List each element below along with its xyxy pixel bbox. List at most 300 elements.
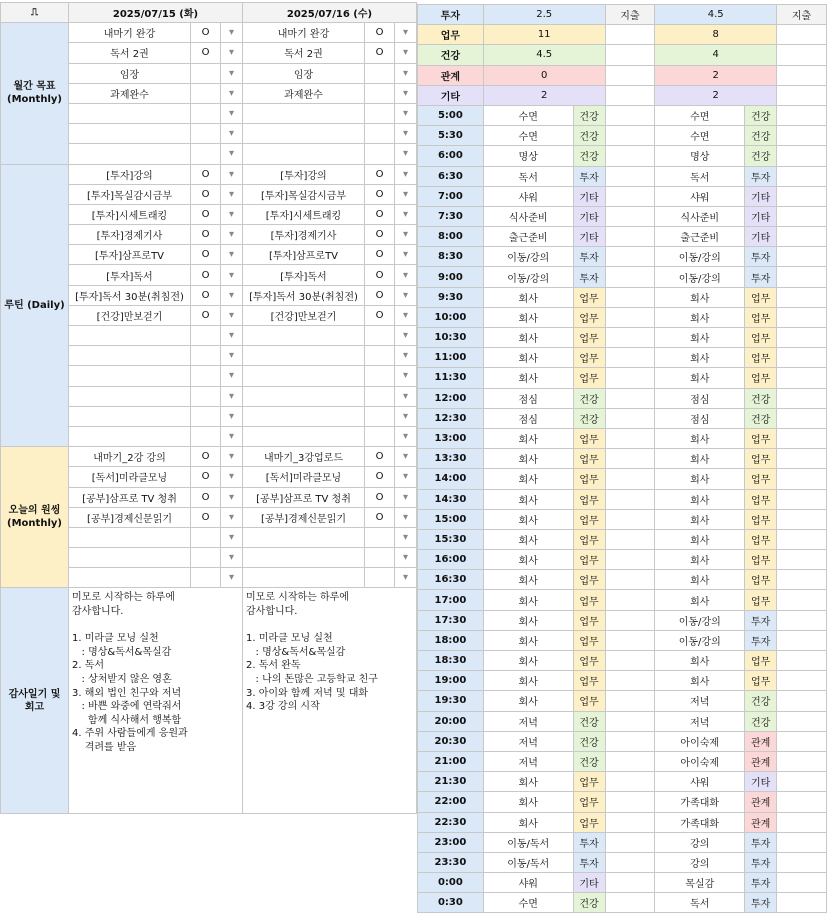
task-cell[interactable] bbox=[69, 386, 191, 406]
activity-cell[interactable]: 수면 bbox=[655, 126, 745, 146]
activity-cell[interactable]: 점심 bbox=[655, 408, 745, 428]
activity-cell[interactable]: 회사 bbox=[655, 529, 745, 549]
task-cell[interactable]: [투자]시세트래킹 bbox=[243, 204, 365, 224]
done-check-cell[interactable]: O bbox=[191, 285, 221, 305]
category-cell[interactable]: 투자 bbox=[745, 630, 777, 650]
activity-cell[interactable]: 회사 bbox=[483, 671, 573, 691]
task-cell[interactable]: 내마기_3강업로드 bbox=[243, 447, 365, 467]
category-cell[interactable]: 업무 bbox=[573, 307, 605, 327]
activity-cell[interactable]: 이동/강의 bbox=[483, 247, 573, 267]
done-check-cell[interactable] bbox=[191, 568, 221, 588]
dropdown-arrow-icon[interactable]: ▾ bbox=[395, 83, 417, 103]
task-cell[interactable] bbox=[69, 124, 191, 144]
task-cell[interactable] bbox=[243, 527, 365, 547]
task-cell[interactable]: 독서 2권 bbox=[69, 43, 191, 63]
activity-cell[interactable]: 강의 bbox=[655, 832, 745, 852]
dropdown-arrow-icon[interactable]: ▾ bbox=[221, 83, 243, 103]
activity-cell[interactable]: 이동/강의 bbox=[655, 610, 745, 630]
done-check-cell[interactable]: O bbox=[365, 245, 395, 265]
done-check-cell[interactable]: O bbox=[191, 164, 221, 184]
activity-cell[interactable]: 회사 bbox=[655, 307, 745, 327]
done-check-cell[interactable]: O bbox=[191, 467, 221, 487]
done-check-cell[interactable] bbox=[191, 103, 221, 123]
activity-cell[interactable]: 강의 bbox=[655, 852, 745, 872]
done-check-cell[interactable] bbox=[365, 568, 395, 588]
category-cell[interactable]: 건강 bbox=[573, 105, 605, 125]
activity-cell[interactable]: 이동/독서 bbox=[483, 832, 573, 852]
done-check-cell[interactable]: O bbox=[191, 305, 221, 325]
category-cell[interactable]: 투자 bbox=[573, 832, 605, 852]
dropdown-arrow-icon[interactable]: ▾ bbox=[395, 144, 417, 164]
done-check-cell[interactable]: O bbox=[191, 43, 221, 63]
category-cell[interactable]: 업무 bbox=[573, 428, 605, 448]
category-cell[interactable]: 업무 bbox=[745, 287, 777, 307]
activity-cell[interactable]: 명상 bbox=[655, 146, 745, 166]
activity-cell[interactable]: 샤워 bbox=[655, 772, 745, 792]
dropdown-arrow-icon[interactable]: ▾ bbox=[395, 103, 417, 123]
category-cell[interactable]: 업무 bbox=[573, 550, 605, 570]
task-cell[interactable] bbox=[243, 144, 365, 164]
done-check-cell[interactable]: O bbox=[365, 487, 395, 507]
activity-cell[interactable]: 회사 bbox=[655, 449, 745, 469]
done-check-cell[interactable] bbox=[191, 406, 221, 426]
category-cell[interactable]: 투자 bbox=[745, 893, 777, 913]
category-cell[interactable]: 기타 bbox=[573, 186, 605, 206]
activity-cell[interactable]: 점심 bbox=[483, 408, 573, 428]
task-cell[interactable] bbox=[243, 366, 365, 386]
done-check-cell[interactable] bbox=[365, 548, 395, 568]
dropdown-arrow-icon[interactable]: ▾ bbox=[221, 386, 243, 406]
category-cell[interactable]: 업무 bbox=[573, 449, 605, 469]
category-cell[interactable]: 건강 bbox=[745, 711, 777, 731]
activity-cell[interactable]: 회사 bbox=[483, 307, 573, 327]
category-cell[interactable]: 건강 bbox=[573, 893, 605, 913]
dropdown-arrow-icon[interactable]: ▾ bbox=[221, 23, 243, 43]
task-cell[interactable] bbox=[69, 326, 191, 346]
category-cell[interactable]: 투자 bbox=[745, 267, 777, 287]
category-cell[interactable]: 건강 bbox=[745, 691, 777, 711]
dropdown-arrow-icon[interactable]: ▾ bbox=[221, 406, 243, 426]
dropdown-arrow-icon[interactable]: ▾ bbox=[221, 265, 243, 285]
dropdown-arrow-icon[interactable]: ▾ bbox=[221, 144, 243, 164]
category-cell[interactable]: 건강 bbox=[573, 408, 605, 428]
category-cell[interactable]: 기타 bbox=[745, 227, 777, 247]
task-cell[interactable] bbox=[69, 527, 191, 547]
activity-cell[interactable]: 회사 bbox=[483, 489, 573, 509]
task-cell[interactable]: [투자]강의 bbox=[243, 164, 365, 184]
activity-cell[interactable]: 회사 bbox=[655, 671, 745, 691]
category-cell[interactable]: 건강 bbox=[573, 388, 605, 408]
activity-cell[interactable]: 회사 bbox=[655, 509, 745, 529]
dropdown-arrow-icon[interactable]: ▾ bbox=[221, 164, 243, 184]
category-cell[interactable]: 기타 bbox=[745, 186, 777, 206]
done-check-cell[interactable]: O bbox=[365, 225, 395, 245]
activity-cell[interactable]: 명상 bbox=[483, 146, 573, 166]
activity-cell[interactable]: 회사 bbox=[655, 328, 745, 348]
task-cell[interactable]: [투자]독서 30분(취침전) bbox=[69, 285, 191, 305]
task-cell[interactable]: [독서]미라클모닝 bbox=[69, 467, 191, 487]
task-cell[interactable] bbox=[69, 366, 191, 386]
activity-cell[interactable]: 회사 bbox=[483, 772, 573, 792]
activity-cell[interactable]: 수면 bbox=[483, 893, 573, 913]
done-check-cell[interactable]: O bbox=[191, 184, 221, 204]
activity-cell[interactable]: 가족대화 bbox=[655, 792, 745, 812]
done-check-cell[interactable] bbox=[365, 326, 395, 346]
activity-cell[interactable]: 회사 bbox=[483, 610, 573, 630]
done-check-cell[interactable]: O bbox=[191, 447, 221, 467]
activity-cell[interactable]: 회사 bbox=[483, 630, 573, 650]
done-check-cell[interactable] bbox=[191, 326, 221, 346]
category-cell[interactable]: 투자 bbox=[745, 610, 777, 630]
category-cell[interactable]: 기타 bbox=[573, 206, 605, 226]
dropdown-arrow-icon[interactable]: ▾ bbox=[221, 366, 243, 386]
task-cell[interactable]: [투자]목실감시금부 bbox=[243, 184, 365, 204]
category-cell[interactable]: 투자 bbox=[745, 873, 777, 893]
dropdown-arrow-icon[interactable]: ▾ bbox=[221, 63, 243, 83]
done-check-cell[interactable]: O bbox=[365, 507, 395, 527]
task-cell[interactable] bbox=[243, 568, 365, 588]
category-cell[interactable]: 업무 bbox=[573, 529, 605, 549]
activity-cell[interactable]: 출근준비 bbox=[655, 227, 745, 247]
done-check-cell[interactable] bbox=[365, 366, 395, 386]
activity-cell[interactable]: 회사 bbox=[655, 590, 745, 610]
task-cell[interactable]: 내마기 완강 bbox=[243, 23, 365, 43]
category-cell[interactable]: 업무 bbox=[745, 651, 777, 671]
activity-cell[interactable]: 회사 bbox=[483, 469, 573, 489]
task-cell[interactable]: [투자]목실감시금부 bbox=[69, 184, 191, 204]
dropdown-arrow-icon[interactable]: ▾ bbox=[221, 285, 243, 305]
task-cell[interactable] bbox=[243, 103, 365, 123]
activity-cell[interactable]: 회사 bbox=[483, 287, 573, 307]
task-cell[interactable]: 독서 2권 bbox=[243, 43, 365, 63]
dropdown-arrow-icon[interactable]: ▾ bbox=[221, 204, 243, 224]
task-cell[interactable] bbox=[69, 568, 191, 588]
task-cell[interactable] bbox=[243, 548, 365, 568]
done-check-cell[interactable] bbox=[191, 124, 221, 144]
activity-cell[interactable]: 식사준비 bbox=[655, 206, 745, 226]
category-cell[interactable]: 업무 bbox=[573, 469, 605, 489]
task-cell[interactable] bbox=[69, 548, 191, 568]
dropdown-arrow-icon[interactable]: ▾ bbox=[395, 225, 417, 245]
done-check-cell[interactable]: O bbox=[365, 184, 395, 204]
done-check-cell[interactable] bbox=[191, 527, 221, 547]
activity-cell[interactable]: 독서 bbox=[483, 166, 573, 186]
category-cell[interactable]: 업무 bbox=[573, 489, 605, 509]
category-cell[interactable]: 업무 bbox=[745, 449, 777, 469]
category-cell[interactable]: 업무 bbox=[745, 550, 777, 570]
category-cell[interactable]: 업무 bbox=[745, 307, 777, 327]
activity-cell[interactable]: 이동/강의 bbox=[655, 267, 745, 287]
task-cell[interactable]: [투자]경제기사 bbox=[69, 225, 191, 245]
category-cell[interactable]: 업무 bbox=[573, 792, 605, 812]
activity-cell[interactable]: 회사 bbox=[483, 792, 573, 812]
dropdown-arrow-icon[interactable]: ▾ bbox=[221, 487, 243, 507]
category-cell[interactable]: 관계 bbox=[745, 792, 777, 812]
category-cell[interactable]: 업무 bbox=[745, 489, 777, 509]
done-check-cell[interactable] bbox=[365, 124, 395, 144]
dropdown-arrow-icon[interactable]: ▾ bbox=[221, 103, 243, 123]
category-cell[interactable]: 업무 bbox=[745, 428, 777, 448]
category-cell[interactable]: 투자 bbox=[573, 267, 605, 287]
task-cell[interactable]: 내마기_2강 강의 bbox=[69, 447, 191, 467]
dropdown-arrow-icon[interactable]: ▾ bbox=[395, 406, 417, 426]
done-check-cell[interactable] bbox=[191, 426, 221, 446]
done-check-cell[interactable]: O bbox=[191, 507, 221, 527]
category-cell[interactable]: 관계 bbox=[745, 731, 777, 751]
category-cell[interactable]: 투자 bbox=[745, 166, 777, 186]
task-cell[interactable]: 과제완수 bbox=[243, 83, 365, 103]
done-check-cell[interactable] bbox=[365, 386, 395, 406]
dropdown-arrow-icon[interactable]: ▾ bbox=[395, 245, 417, 265]
category-cell[interactable]: 업무 bbox=[573, 570, 605, 590]
category-cell[interactable]: 업무 bbox=[745, 570, 777, 590]
category-cell[interactable]: 관계 bbox=[745, 812, 777, 832]
category-cell[interactable]: 기타 bbox=[745, 772, 777, 792]
activity-cell[interactable]: 아이숙제 bbox=[655, 751, 745, 771]
category-cell[interactable]: 업무 bbox=[745, 469, 777, 489]
category-cell[interactable]: 건강 bbox=[745, 126, 777, 146]
activity-cell[interactable]: 회사 bbox=[655, 348, 745, 368]
category-cell[interactable]: 업무 bbox=[745, 328, 777, 348]
category-cell[interactable]: 업무 bbox=[573, 590, 605, 610]
dropdown-arrow-icon[interactable]: ▾ bbox=[221, 568, 243, 588]
task-cell[interactable]: [투자]강의 bbox=[69, 164, 191, 184]
category-cell[interactable]: 업무 bbox=[745, 368, 777, 388]
category-cell[interactable]: 업무 bbox=[573, 348, 605, 368]
dropdown-arrow-icon[interactable]: ▾ bbox=[395, 447, 417, 467]
task-cell[interactable] bbox=[243, 406, 365, 426]
category-cell[interactable]: 업무 bbox=[573, 509, 605, 529]
category-cell[interactable]: 투자 bbox=[573, 852, 605, 872]
task-cell[interactable] bbox=[243, 426, 365, 446]
activity-cell[interactable]: 식사준비 bbox=[483, 206, 573, 226]
dropdown-arrow-icon[interactable]: ▾ bbox=[395, 265, 417, 285]
task-cell[interactable]: 임장 bbox=[243, 63, 365, 83]
journal-text[interactable]: 미모로 시작하는 하루에 감사합니다. 1. 미라클 모닝 실천 : 명상&독서&목실감 2. 독서 : 상처받지 않은 영혼 3. 해외 법인 친구와 저녁 : 바쁜 와중에 연락줘서 함께 식사해서 행복함 4. 주위 사람들에게 응원과 격려를 받음 bbox=[69, 588, 243, 814]
category-cell[interactable]: 업무 bbox=[573, 671, 605, 691]
done-check-cell[interactable] bbox=[365, 83, 395, 103]
category-cell[interactable]: 투자 bbox=[745, 832, 777, 852]
activity-cell[interactable]: 회사 bbox=[655, 469, 745, 489]
task-cell[interactable]: [건강]만보걷기 bbox=[69, 305, 191, 325]
activity-cell[interactable]: 수면 bbox=[483, 105, 573, 125]
dropdown-arrow-icon[interactable]: ▾ bbox=[395, 305, 417, 325]
activity-cell[interactable]: 저녁 bbox=[483, 731, 573, 751]
dropdown-arrow-icon[interactable]: ▾ bbox=[395, 487, 417, 507]
activity-cell[interactable]: 회사 bbox=[655, 489, 745, 509]
dropdown-arrow-icon[interactable]: ▾ bbox=[395, 124, 417, 144]
done-check-cell[interactable]: O bbox=[365, 204, 395, 224]
category-cell[interactable]: 투자 bbox=[573, 247, 605, 267]
done-check-cell[interactable] bbox=[191, 366, 221, 386]
activity-cell[interactable]: 저녁 bbox=[483, 711, 573, 731]
category-cell[interactable]: 업무 bbox=[745, 348, 777, 368]
category-cell[interactable]: 투자 bbox=[745, 852, 777, 872]
dropdown-arrow-icon[interactable]: ▾ bbox=[221, 346, 243, 366]
activity-cell[interactable]: 회사 bbox=[483, 328, 573, 348]
dropdown-arrow-icon[interactable]: ▾ bbox=[395, 184, 417, 204]
done-check-cell[interactable] bbox=[365, 527, 395, 547]
dropdown-arrow-icon[interactable]: ▾ bbox=[221, 245, 243, 265]
dropdown-arrow-icon[interactable]: ▾ bbox=[395, 285, 417, 305]
done-check-cell[interactable]: O bbox=[191, 487, 221, 507]
category-cell[interactable]: 업무 bbox=[573, 328, 605, 348]
task-cell[interactable]: [투자]삼프로TV bbox=[243, 245, 365, 265]
activity-cell[interactable]: 회사 bbox=[483, 812, 573, 832]
done-check-cell[interactable]: O bbox=[365, 285, 395, 305]
done-check-cell[interactable] bbox=[365, 63, 395, 83]
done-check-cell[interactable] bbox=[365, 103, 395, 123]
dropdown-arrow-icon[interactable]: ▾ bbox=[221, 527, 243, 547]
activity-cell[interactable]: 회사 bbox=[483, 590, 573, 610]
task-cell[interactable]: [투자]독서 bbox=[69, 265, 191, 285]
activity-cell[interactable]: 독서 bbox=[655, 166, 745, 186]
task-cell[interactable]: 과제완수 bbox=[69, 83, 191, 103]
done-check-cell[interactable]: O bbox=[365, 265, 395, 285]
dropdown-arrow-icon[interactable]: ▾ bbox=[221, 305, 243, 325]
category-cell[interactable]: 업무 bbox=[573, 812, 605, 832]
done-check-cell[interactable]: O bbox=[191, 245, 221, 265]
dropdown-arrow-icon[interactable]: ▾ bbox=[221, 426, 243, 446]
category-cell[interactable]: 투자 bbox=[573, 166, 605, 186]
activity-cell[interactable]: 독서 bbox=[655, 893, 745, 913]
dropdown-arrow-icon[interactable]: ▾ bbox=[221, 548, 243, 568]
done-check-cell[interactable]: O bbox=[365, 43, 395, 63]
category-cell[interactable]: 건강 bbox=[745, 146, 777, 166]
category-cell[interactable]: 건강 bbox=[573, 126, 605, 146]
activity-cell[interactable]: 회사 bbox=[655, 570, 745, 590]
done-check-cell[interactable] bbox=[365, 406, 395, 426]
activity-cell[interactable]: 회사 bbox=[483, 570, 573, 590]
dropdown-arrow-icon[interactable]: ▾ bbox=[395, 548, 417, 568]
done-check-cell[interactable]: O bbox=[191, 204, 221, 224]
category-cell[interactable]: 업무 bbox=[573, 651, 605, 671]
task-cell[interactable] bbox=[69, 103, 191, 123]
activity-cell[interactable]: 출근준비 bbox=[483, 227, 573, 247]
activity-cell[interactable]: 회사 bbox=[483, 550, 573, 570]
done-check-cell[interactable]: O bbox=[365, 305, 395, 325]
category-cell[interactable]: 업무 bbox=[745, 590, 777, 610]
category-cell[interactable]: 건강 bbox=[745, 388, 777, 408]
dropdown-arrow-icon[interactable]: ▾ bbox=[395, 43, 417, 63]
dropdown-arrow-icon[interactable]: ▾ bbox=[395, 386, 417, 406]
done-check-cell[interactable] bbox=[191, 144, 221, 164]
category-cell[interactable]: 관계 bbox=[745, 751, 777, 771]
activity-cell[interactable]: 목실감 bbox=[655, 873, 745, 893]
activity-cell[interactable]: 회사 bbox=[483, 449, 573, 469]
activity-cell[interactable]: 회사 bbox=[483, 691, 573, 711]
task-cell[interactable]: [투자]경제기사 bbox=[243, 225, 365, 245]
activity-cell[interactable]: 회사 bbox=[655, 428, 745, 448]
category-cell[interactable]: 건강 bbox=[573, 751, 605, 771]
activity-cell[interactable]: 가족대화 bbox=[655, 812, 745, 832]
activity-cell[interactable]: 회사 bbox=[655, 550, 745, 570]
task-cell[interactable]: 내마기 완강 bbox=[69, 23, 191, 43]
category-cell[interactable]: 업무 bbox=[573, 630, 605, 650]
done-check-cell[interactable] bbox=[365, 144, 395, 164]
category-cell[interactable]: 업무 bbox=[745, 671, 777, 691]
dropdown-arrow-icon[interactable]: ▾ bbox=[221, 447, 243, 467]
activity-cell[interactable]: 저녁 bbox=[655, 711, 745, 731]
done-check-cell[interactable] bbox=[191, 346, 221, 366]
category-cell[interactable]: 업무 bbox=[573, 610, 605, 630]
category-cell[interactable]: 업무 bbox=[745, 509, 777, 529]
activity-cell[interactable]: 회사 bbox=[483, 529, 573, 549]
dropdown-arrow-icon[interactable]: ▾ bbox=[221, 43, 243, 63]
activity-cell[interactable]: 회사 bbox=[483, 348, 573, 368]
activity-cell[interactable]: 회사 bbox=[655, 287, 745, 307]
dropdown-arrow-icon[interactable]: ▾ bbox=[395, 467, 417, 487]
done-check-cell[interactable] bbox=[365, 426, 395, 446]
done-check-cell[interactable] bbox=[191, 83, 221, 103]
dropdown-arrow-icon[interactable]: ▾ bbox=[395, 204, 417, 224]
dropdown-arrow-icon[interactable]: ▾ bbox=[221, 507, 243, 527]
task-cell[interactable]: [건강]만보걷기 bbox=[243, 305, 365, 325]
dropdown-arrow-icon[interactable]: ▾ bbox=[221, 326, 243, 346]
task-cell[interactable] bbox=[69, 406, 191, 426]
journal-text[interactable]: 미모로 시작하는 하루에 감사합니다. 1. 미라클 모닝 실천 : 명상&독서&목실감 2. 독서 완독 : 나의 돈많은 고등학교 친구 3. 아이와 함께 저녁 및 대화 4. 3강 강의 시작 bbox=[243, 588, 417, 814]
category-cell[interactable]: 업무 bbox=[573, 368, 605, 388]
done-check-cell[interactable]: O bbox=[191, 225, 221, 245]
activity-cell[interactable]: 저녁 bbox=[483, 751, 573, 771]
done-check-cell[interactable] bbox=[191, 63, 221, 83]
activity-cell[interactable]: 회사 bbox=[483, 651, 573, 671]
category-cell[interactable]: 업무 bbox=[573, 287, 605, 307]
dropdown-arrow-icon[interactable]: ▾ bbox=[221, 184, 243, 204]
task-cell[interactable]: [공부]경제신문읽기 bbox=[69, 507, 191, 527]
done-check-cell[interactable] bbox=[365, 346, 395, 366]
activity-cell[interactable]: 회사 bbox=[483, 509, 573, 529]
dropdown-arrow-icon[interactable]: ▾ bbox=[221, 124, 243, 144]
task-cell[interactable]: [공부]경제신문읽기 bbox=[243, 507, 365, 527]
dropdown-arrow-icon[interactable]: ▾ bbox=[395, 426, 417, 446]
category-cell[interactable]: 기타 bbox=[573, 227, 605, 247]
done-check-cell[interactable] bbox=[191, 548, 221, 568]
activity-cell[interactable]: 수면 bbox=[483, 126, 573, 146]
category-cell[interactable]: 업무 bbox=[573, 691, 605, 711]
dropdown-arrow-icon[interactable]: ▾ bbox=[221, 225, 243, 245]
activity-cell[interactable]: 점심 bbox=[655, 388, 745, 408]
done-check-cell[interactable]: O bbox=[365, 23, 395, 43]
category-cell[interactable]: 업무 bbox=[573, 772, 605, 792]
category-cell[interactable]: 업무 bbox=[745, 529, 777, 549]
category-cell[interactable]: 건강 bbox=[745, 105, 777, 125]
dropdown-arrow-icon[interactable]: ▾ bbox=[395, 568, 417, 588]
activity-cell[interactable]: 이동/강의 bbox=[655, 247, 745, 267]
task-cell[interactable] bbox=[69, 346, 191, 366]
task-cell[interactable] bbox=[243, 124, 365, 144]
activity-cell[interactable]: 점심 bbox=[483, 388, 573, 408]
activity-cell[interactable]: 이동/강의 bbox=[483, 267, 573, 287]
done-check-cell[interactable]: O bbox=[191, 265, 221, 285]
dropdown-arrow-icon[interactable]: ▾ bbox=[395, 507, 417, 527]
task-cell[interactable] bbox=[243, 386, 365, 406]
activity-cell[interactable]: 저녁 bbox=[655, 691, 745, 711]
activity-cell[interactable]: 회사 bbox=[483, 368, 573, 388]
task-cell[interactable] bbox=[69, 426, 191, 446]
activity-cell[interactable]: 회사 bbox=[483, 428, 573, 448]
dropdown-arrow-icon[interactable]: ▾ bbox=[395, 527, 417, 547]
dropdown-arrow-icon[interactable]: ▾ bbox=[221, 467, 243, 487]
activity-cell[interactable]: 아이숙제 bbox=[655, 731, 745, 751]
task-cell[interactable]: [투자]삼프로TV bbox=[69, 245, 191, 265]
category-cell[interactable]: 건강 bbox=[573, 731, 605, 751]
category-cell[interactable]: 투자 bbox=[745, 247, 777, 267]
category-cell[interactable]: 기타 bbox=[573, 873, 605, 893]
task-cell[interactable] bbox=[243, 326, 365, 346]
category-cell[interactable]: 건강 bbox=[745, 408, 777, 428]
dropdown-arrow-icon[interactable]: ▾ bbox=[395, 346, 417, 366]
